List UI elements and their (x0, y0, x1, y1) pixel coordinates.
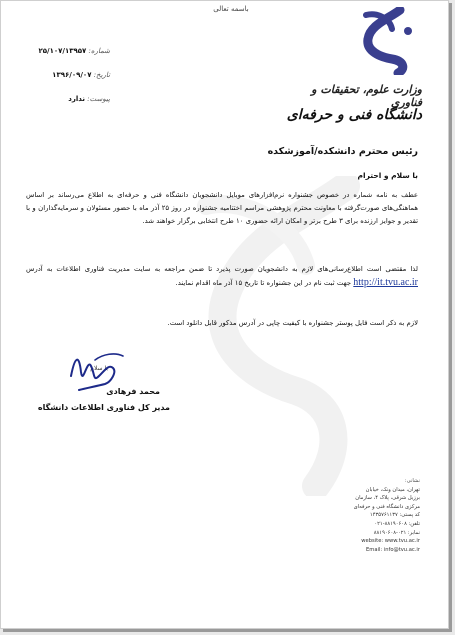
footer-address-line: برزیل شرقی، پلاک ۴، سازمان (355, 495, 420, 502)
letter-paragraph-3: لازم به ذکر است فایل پوستر جشنواره با کیفیت چاپی در آدرس مذکور قابل دانلود است. (167, 319, 418, 327)
registration-link[interactable]: http://it.tvu.ac.ir (353, 277, 418, 288)
footer-website[interactable]: website: www.tvu.ac.ir (361, 538, 420, 545)
university-name: دانشگاه فنی و حرفه‌ای (286, 107, 422, 123)
letter-date-value: ۱۳۹۶/۰۹/۰۷ (52, 71, 92, 79)
footer-phone: تلفن: ۸۸۱۹۰۶۰۸-۰۲۱ (374, 520, 420, 527)
letter-number-label: شماره: (88, 47, 110, 55)
letter-paragraph-1: عطف به نامه شماره در خصوص جشنواره نرم‌افزارهای موبایل دانشجویان دانشگاه فنی و حرفه‌ای به اطلاع می‌رساند بر اساس هماهنگی‌های صورت‌گرفته با معاونت محترم پژوهشی مراسم اختتامیه جشنواره در روز ۲۵ آذر ماه با حضور مسئولان و سرمایه‌گذاران و با تقدیر و جوایز ارزنده برای ۳ طرح برتر و امکان ارائه حضوری ۱۰ طرح انتخابی برگزار خواهند شد. (26, 191, 419, 225)
basmala-text: باسمه تعالی (213, 5, 249, 13)
letter-recipient: رئیس محترم دانشکده/آموزشکده (267, 146, 418, 157)
letter-attachment-label: پیوست: (87, 95, 110, 103)
letter-greeting: با سلام و احترام (357, 171, 418, 180)
letter-number-value: ۲۵/۱۰۷/۱۳۹۵۷ (38, 47, 87, 55)
paragraph-2-text-after: جهت ثبت نام در این جشنواره تا تاریخ ۱۵ آذر ماه اقدام نمایند. (175, 279, 352, 287)
letter-date (15, 71, 110, 79)
signature-label: با سلام (90, 365, 108, 372)
paragraph-2-text-before: لذا مقتضی است اطلاع‌رسانی‌های لازم به دانشجویان صورت پذیرد تا ضمن مراجعه به سایت مدیریت فناوری اطلاعات به آدرس (26, 265, 418, 273)
footer-email[interactable]: Email: info@tvu.ac.ir (365, 546, 420, 553)
letter-paragraph-2 (26, 263, 418, 290)
letter-attachment-value: ندارد (68, 95, 85, 103)
letter-attachment (15, 95, 110, 103)
footer-address-line: مرکزی دانشگاه فنی و حرفه‌ای (353, 503, 420, 510)
letter-date-label: تاریخ: (93, 71, 110, 79)
signer-title: مدیر کل فناوری اطلاعات دانشگاه (37, 403, 170, 412)
footer-postal-code: کد پستی: ۱۴۳۵۷۶۱۱۳۷ (369, 512, 420, 519)
footer-fax: نمابر: ۰۲۱-۸۸۱۹۰۶۰۸ (373, 529, 420, 536)
ministry-name: وزارت علوم، تحقیقات و فناوری (311, 83, 422, 109)
footer-contact (320, 477, 420, 554)
footer-address-label: نشانی: (404, 478, 420, 484)
university-logo (360, 7, 418, 75)
signer-name: محمد فرهادی (106, 387, 160, 396)
letter-number (15, 47, 110, 55)
footer-address-line: تهران، میدان ونک، خیابان (365, 486, 420, 493)
